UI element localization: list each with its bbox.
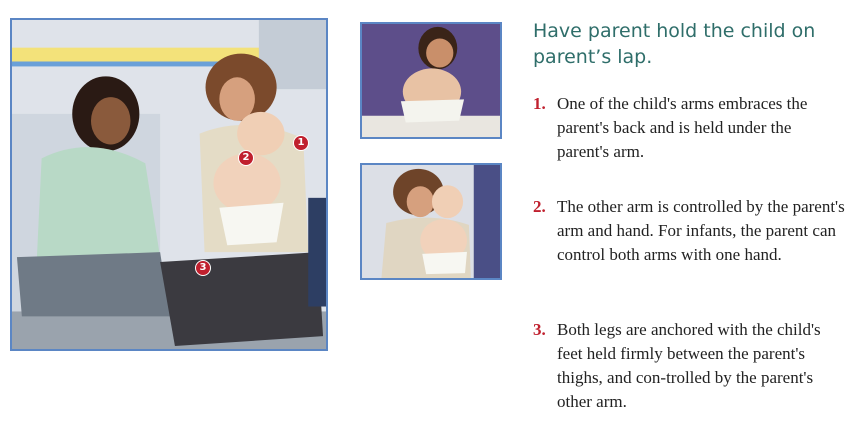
step-item-3 bbox=[533, 318, 845, 414]
main-photo-illustration bbox=[12, 20, 326, 349]
step-number: 3. bbox=[533, 320, 546, 339]
step-text: Both legs are anchored with the child's feet held firmly between the parent's thighs, and con-trolled by the parent's other arm. bbox=[557, 320, 821, 411]
marker-3: 3 bbox=[195, 260, 211, 276]
step-item-2 bbox=[533, 195, 845, 267]
marker-2: 2 bbox=[238, 150, 254, 166]
step-text: One of the child's arms embraces the parent's back and is held under the parent's arm. bbox=[557, 94, 808, 161]
small-photo-top-illustration bbox=[362, 24, 500, 137]
small-photo-top bbox=[360, 22, 502, 139]
small-photo-bottom-illustration bbox=[362, 165, 500, 278]
marker-1: 1 bbox=[293, 135, 309, 151]
instruction-heading: Have parent hold the child on parent’s lap. bbox=[533, 20, 816, 68]
step-number: 2. bbox=[533, 197, 546, 216]
step-number: 1. bbox=[533, 94, 546, 113]
step-item-1 bbox=[533, 92, 845, 164]
small-photo-bottom bbox=[360, 163, 502, 280]
step-text: The other arm is controlled by the parent's arm and hand. For infants, the parent can control both arms with one hand. bbox=[557, 197, 845, 264]
main-photo bbox=[10, 18, 328, 351]
